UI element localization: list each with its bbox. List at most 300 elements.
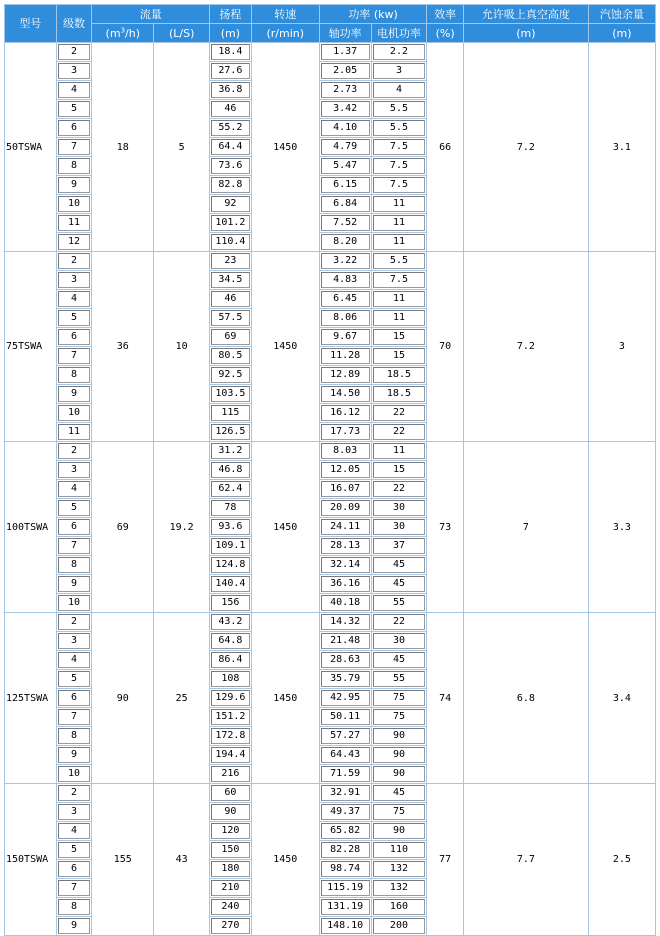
stage-cell <box>57 556 92 574</box>
stage-cell <box>57 442 92 460</box>
model-cell: 100TSWA <box>5 442 56 612</box>
shaft-power-cell-value: 9.67 <box>321 329 370 345</box>
head-cell <box>210 613 251 631</box>
shaft-power-cell-value: 8.20 <box>321 234 370 250</box>
motor-power-cell <box>372 442 427 460</box>
stage-cell-value: 6 <box>58 861 91 877</box>
motor-power-cell <box>372 214 427 232</box>
motor-power-cell-value: 37 <box>373 538 426 554</box>
model-cell: 125TSWA <box>5 613 56 783</box>
shaft-power-cell <box>320 119 371 137</box>
motor-power-cell <box>372 195 427 213</box>
motor-power-cell <box>372 575 427 593</box>
stage-cell <box>57 518 92 536</box>
shaft-power-cell <box>320 708 371 726</box>
head-cell <box>210 670 251 688</box>
head-cell <box>210 499 251 517</box>
head-cell <box>210 176 251 194</box>
header-flow-unit-m3h: $(m^3/h)$ <box>92 24 153 42</box>
stage-cell <box>57 575 92 593</box>
motor-power-cell-value: 75 <box>373 804 426 820</box>
stage-cell-value: 9 <box>58 576 91 592</box>
motor-power-cell-value: 75 <box>373 709 426 725</box>
shaft-power-cell <box>320 366 371 384</box>
head-cell-value: 46 <box>211 291 250 307</box>
stage-cell <box>57 689 92 707</box>
stage-cell-value: 6 <box>58 519 91 535</box>
speed-cell: 1450 <box>252 252 319 441</box>
stage-cell-value: 2 <box>58 443 91 459</box>
motor-power-cell-value: 5.5 <box>373 120 426 136</box>
stage-cell-value: 11 <box>58 215 91 231</box>
shaft-power-cell-value: 82.28 <box>321 842 370 858</box>
shaft-power-cell-value: 24.11 <box>321 519 370 535</box>
head-cell <box>210 708 251 726</box>
head-cell-value: 82.8 <box>211 177 250 193</box>
shaft-power-cell-value: 4.79 <box>321 139 370 155</box>
shaft-power-cell-value: 5.47 <box>321 158 370 174</box>
head-cell <box>210 404 251 422</box>
head-cell-value: 180 <box>211 861 250 877</box>
head-cell-value: 64.8 <box>211 633 250 649</box>
motor-power-cell-value: 30 <box>373 519 426 535</box>
shaft-power-cell-value: 20.09 <box>321 500 370 516</box>
stage-cell-value: 7 <box>58 880 91 896</box>
shaft-power-cell <box>320 613 371 631</box>
motor-power-cell <box>372 252 427 270</box>
head-cell-value: 109.1 <box>211 538 250 554</box>
shaft-power-cell <box>320 480 371 498</box>
stage-cell <box>57 670 92 688</box>
speed-cell: 1450 <box>252 613 319 783</box>
motor-power-cell-value: 11 <box>373 234 426 250</box>
shaft-power-cell <box>320 81 371 99</box>
stage-cell-value: 7 <box>58 348 91 364</box>
shaft-power-cell <box>320 556 371 574</box>
head-cell <box>210 233 251 251</box>
shaft-power-cell <box>320 252 371 270</box>
stage-cell <box>57 328 92 346</box>
flow-ls-cell: 5 <box>154 43 209 251</box>
head-cell <box>210 727 251 745</box>
head-cell-value: 110.4 <box>211 234 250 250</box>
shaft-power-cell-value: 6.45 <box>321 291 370 307</box>
shaft-power-cell <box>320 423 371 441</box>
head-cell <box>210 518 251 536</box>
shaft-power-cell-value: 6.15 <box>321 177 370 193</box>
motor-power-cell-value: 30 <box>373 500 426 516</box>
shaft-power-cell <box>320 632 371 650</box>
head-cell <box>210 138 251 156</box>
stage-cell-value: 8 <box>58 158 91 174</box>
stage-cell <box>57 138 92 156</box>
header-speed-unit: (r/min) <box>252 24 319 42</box>
head-cell <box>210 309 251 327</box>
stage-cell <box>57 290 92 308</box>
stage-cell <box>57 271 92 289</box>
head-cell-value: 103.5 <box>211 386 250 402</box>
motor-power-cell <box>372 689 427 707</box>
stage-cell <box>57 100 92 118</box>
head-cell-value: 23 <box>211 253 250 269</box>
motor-power-cell-value: 55 <box>373 671 426 687</box>
head-cell-value: 216 <box>211 766 250 782</box>
head-cell <box>210 252 251 270</box>
stage-cell-value: 7 <box>58 139 91 155</box>
shaft-power-cell-value: 40.18 <box>321 595 370 611</box>
model-cell: 150TSWA <box>5 784 56 935</box>
head-cell-value: 115 <box>211 405 250 421</box>
header-suction-unit: (m) <box>464 24 588 42</box>
motor-power-cell-value: 5.5 <box>373 101 426 117</box>
motor-power-cell-value: 90 <box>373 747 426 763</box>
head-cell-value: 46 <box>211 101 250 117</box>
stage-cell <box>57 765 92 783</box>
stage-cell-value: 5 <box>58 842 91 858</box>
shaft-power-cell <box>320 727 371 745</box>
motor-power-cell <box>372 613 427 631</box>
head-cell <box>210 556 251 574</box>
head-cell <box>210 480 251 498</box>
head-cell-value: 172.8 <box>211 728 250 744</box>
motor-power-cell-value: 45 <box>373 576 426 592</box>
shaft-power-cell <box>320 917 371 935</box>
efficiency-cell: 73 <box>427 442 463 612</box>
speed-cell: 1450 <box>252 442 319 612</box>
head-cell-value: 90 <box>211 804 250 820</box>
shaft-power-cell-value: 11.28 <box>321 348 370 364</box>
stage-cell <box>57 404 92 422</box>
motor-power-cell <box>372 138 427 156</box>
motor-power-cell <box>372 898 427 916</box>
shaft-power-cell-value: 21.48 <box>321 633 370 649</box>
head-cell-value: 80.5 <box>211 348 250 364</box>
flow-m3h-cell: 18 <box>92 43 153 251</box>
head-cell-value: 57.5 <box>211 310 250 326</box>
shaft-power-cell <box>320 404 371 422</box>
shaft-power-cell-value: 1.37 <box>321 44 370 60</box>
stage-cell <box>57 708 92 726</box>
stage-cell-value: 6 <box>58 120 91 136</box>
suction-cell: 7.7 <box>464 784 588 935</box>
shaft-power-cell-value: 4.83 <box>321 272 370 288</box>
motor-power-cell-value: 22 <box>373 481 426 497</box>
stage-cell-value: 10 <box>58 405 91 421</box>
stage-cell <box>57 176 92 194</box>
head-cell-value: 18.4 <box>211 44 250 60</box>
head-cell <box>210 632 251 650</box>
head-cell <box>210 784 251 802</box>
shaft-power-cell <box>320 879 371 897</box>
motor-power-cell-value: 30 <box>373 633 426 649</box>
motor-power-cell <box>372 784 427 802</box>
stage-cell <box>57 917 92 935</box>
head-cell <box>210 594 251 612</box>
stage-cell <box>57 822 92 840</box>
stage-cell <box>57 860 92 878</box>
stage-cell <box>57 157 92 175</box>
motor-power-cell <box>372 62 427 80</box>
motor-power-cell-value: 15 <box>373 329 426 345</box>
motor-power-cell <box>372 803 427 821</box>
motor-power-cell-value: 11 <box>373 291 426 307</box>
stage-cell <box>57 480 92 498</box>
motor-power-cell <box>372 518 427 536</box>
shaft-power-cell <box>320 214 371 232</box>
header-efficiency: 效率 <box>427 5 463 23</box>
motor-power-cell <box>372 879 427 897</box>
motor-power-cell-value: 15 <box>373 462 426 478</box>
stage-cell <box>57 252 92 270</box>
shaft-power-cell-value: 35.79 <box>321 671 370 687</box>
stage-cell-value: 8 <box>58 899 91 915</box>
motor-power-cell-value: 18.5 <box>373 386 426 402</box>
shaft-power-cell <box>320 651 371 669</box>
stage-cell-value: 9 <box>58 386 91 402</box>
shaft-power-cell-value: 71.59 <box>321 766 370 782</box>
stage-cell-value: 4 <box>58 82 91 98</box>
stage-cell <box>57 613 92 631</box>
stage-cell-value: 3 <box>58 63 91 79</box>
header-flow-unit-ls: (L/S) <box>154 24 209 42</box>
motor-power-cell <box>372 385 427 403</box>
head-cell <box>210 385 251 403</box>
header-npsh-unit: (m) <box>589 24 655 42</box>
shaft-power-cell-value: 131.19 <box>321 899 370 915</box>
shaft-power-cell <box>320 499 371 517</box>
shaft-power-cell <box>320 43 371 61</box>
motor-power-cell-value: 45 <box>373 785 426 801</box>
shaft-power-cell-value: 17.73 <box>321 424 370 440</box>
shaft-power-cell-value: 28.63 <box>321 652 370 668</box>
stage-cell-value: 5 <box>58 671 91 687</box>
efficiency-cell: 74 <box>427 613 463 783</box>
stage-cell-value: 11 <box>58 424 91 440</box>
stage-cell-value: 2 <box>58 44 91 60</box>
motor-power-cell-value: 22 <box>373 424 426 440</box>
pump-spec-table <box>4 4 656 936</box>
shaft-power-cell <box>320 100 371 118</box>
table-body <box>5 43 655 935</box>
head-cell-value: 34.5 <box>211 272 250 288</box>
shaft-power-cell <box>320 195 371 213</box>
model-cell: 50TSWA <box>5 43 56 251</box>
motor-power-cell-value: 22 <box>373 405 426 421</box>
header-row-1 <box>5 5 655 23</box>
shaft-power-cell-value: 28.13 <box>321 538 370 554</box>
head-cell <box>210 803 251 821</box>
motor-power-cell-value: 200 <box>373 918 426 934</box>
shaft-power-cell-value: 4.10 <box>321 120 370 136</box>
stage-cell <box>57 727 92 745</box>
stage-cell <box>57 898 92 916</box>
stage-cell-value: 5 <box>58 500 91 516</box>
npsh-cell: 3.1 <box>589 43 655 251</box>
stage-cell <box>57 879 92 897</box>
motor-power-cell-value: 45 <box>373 652 426 668</box>
header-suction: 允许吸上真空高度 <box>464 5 588 23</box>
shaft-power-cell <box>320 537 371 555</box>
header-flow: 流量 <box>92 5 209 23</box>
stage-cell-value: 2 <box>58 614 91 630</box>
flow-m3h-cell: 69 <box>92 442 153 612</box>
motor-power-cell-value: 7.5 <box>373 139 426 155</box>
shaft-power-cell-value: 98.74 <box>321 861 370 877</box>
shaft-power-cell <box>320 841 371 859</box>
motor-power-cell <box>372 727 427 745</box>
head-cell-value: 86.4 <box>211 652 250 668</box>
stage-cell-value: 3 <box>58 804 91 820</box>
head-cell <box>210 328 251 346</box>
stage-cell <box>57 347 92 365</box>
shaft-power-cell-value: 12.05 <box>321 462 370 478</box>
header-motor-power: 电机功率 <box>372 24 427 42</box>
stage-cell <box>57 841 92 859</box>
head-cell-value: 92.5 <box>211 367 250 383</box>
head-cell <box>210 917 251 935</box>
stage-cell-value: 9 <box>58 747 91 763</box>
motor-power-cell-value: 2.2 <box>373 44 426 60</box>
head-cell-value: 31.2 <box>211 443 250 459</box>
motor-power-cell-value: 90 <box>373 728 426 744</box>
motor-power-cell <box>372 423 427 441</box>
head-cell <box>210 271 251 289</box>
stage-cell <box>57 385 92 403</box>
head-cell <box>210 157 251 175</box>
motor-power-cell <box>372 233 427 251</box>
stage-cell-value: 8 <box>58 367 91 383</box>
stage-cell <box>57 537 92 555</box>
head-cell-value: 194.4 <box>211 747 250 763</box>
motor-power-cell-value: 11 <box>373 196 426 212</box>
motor-power-cell <box>372 480 427 498</box>
head-cell <box>210 689 251 707</box>
head-cell-value: 270 <box>211 918 250 934</box>
motor-power-cell-value: 5.5 <box>373 253 426 269</box>
shaft-power-cell-value: 36.16 <box>321 576 370 592</box>
stage-cell-value: 8 <box>58 728 91 744</box>
shaft-power-cell-value: 8.06 <box>321 310 370 326</box>
head-cell-value: 156 <box>211 595 250 611</box>
head-cell <box>210 366 251 384</box>
stage-cell <box>57 366 92 384</box>
head-cell <box>210 442 251 460</box>
stage-cell-value: 3 <box>58 462 91 478</box>
head-cell-value: 69 <box>211 329 250 345</box>
shaft-power-cell <box>320 689 371 707</box>
stage-cell-value: 4 <box>58 291 91 307</box>
efficiency-cell: 66 <box>427 43 463 251</box>
head-cell <box>210 81 251 99</box>
shaft-power-cell-value: 42.95 <box>321 690 370 706</box>
head-cell-value: 73.6 <box>211 158 250 174</box>
stage-cell-value: 4 <box>58 652 91 668</box>
head-cell <box>210 214 251 232</box>
stage-cell-value: 7 <box>58 538 91 554</box>
shaft-power-cell <box>320 347 371 365</box>
head-cell <box>210 119 251 137</box>
shaft-power-cell-value: 16.07 <box>321 481 370 497</box>
motor-power-cell-value: 132 <box>373 861 426 877</box>
stage-cell-value: 5 <box>58 101 91 117</box>
head-cell-value: 55.2 <box>211 120 250 136</box>
motor-power-cell <box>372 43 427 61</box>
head-cell-value: 129.6 <box>211 690 250 706</box>
motor-power-cell <box>372 366 427 384</box>
motor-power-cell-value: 11 <box>373 215 426 231</box>
shaft-power-cell-value: 49.37 <box>321 804 370 820</box>
shaft-power-cell <box>320 746 371 764</box>
model-cell: 75TSWA <box>5 252 56 441</box>
shaft-power-cell <box>320 518 371 536</box>
shaft-power-cell <box>320 898 371 916</box>
motor-power-cell <box>372 176 427 194</box>
stage-cell <box>57 119 92 137</box>
stage-cell-value: 2 <box>58 253 91 269</box>
shaft-power-cell-value: 2.05 <box>321 63 370 79</box>
motor-power-cell-value: 160 <box>373 899 426 915</box>
stage-cell <box>57 195 92 213</box>
stage-cell-value: 6 <box>58 329 91 345</box>
stage-cell-value: 5 <box>58 310 91 326</box>
motor-power-cell <box>372 841 427 859</box>
shaft-power-cell <box>320 860 371 878</box>
head-cell <box>210 423 251 441</box>
shaft-power-cell-value: 3.42 <box>321 101 370 117</box>
head-cell <box>210 461 251 479</box>
stage-cell <box>57 233 92 251</box>
speed-cell: 1450 <box>252 43 319 251</box>
shaft-power-cell <box>320 328 371 346</box>
stage-cell-value: 10 <box>58 196 91 212</box>
shaft-power-cell-value: 3.22 <box>321 253 370 269</box>
shaft-power-cell <box>320 157 371 175</box>
motor-power-cell-value: 4 <box>373 82 426 98</box>
header-speed: 转速 <box>252 5 319 23</box>
head-cell <box>210 860 251 878</box>
npsh-cell: 3.3 <box>589 442 655 612</box>
motor-power-cell <box>372 271 427 289</box>
shaft-power-cell-value: 32.91 <box>321 785 370 801</box>
head-cell-value: 60 <box>211 785 250 801</box>
head-cell-value: 36.8 <box>211 82 250 98</box>
shaft-power-cell <box>320 803 371 821</box>
shaft-power-cell <box>320 271 371 289</box>
flow-ls-cell: 25 <box>154 613 209 783</box>
suction-cell: 7.2 <box>464 252 588 441</box>
flow-m3h-cell: 155 <box>92 784 153 935</box>
motor-power-cell <box>372 708 427 726</box>
flow-m3h-cell: 90 <box>92 613 153 783</box>
stage-cell-value: 9 <box>58 177 91 193</box>
shaft-power-cell <box>320 176 371 194</box>
table-row <box>5 252 655 270</box>
motor-power-cell <box>372 651 427 669</box>
head-cell-value: 43.2 <box>211 614 250 630</box>
motor-power-cell-value: 7.5 <box>373 272 426 288</box>
head-cell <box>210 765 251 783</box>
motor-power-cell <box>372 499 427 517</box>
shaft-power-cell <box>320 138 371 156</box>
stage-cell <box>57 461 92 479</box>
table-row <box>5 784 655 802</box>
stage-cell <box>57 81 92 99</box>
head-cell <box>210 62 251 80</box>
head-cell-value: 92 <box>211 196 250 212</box>
table-row <box>5 613 655 631</box>
head-cell <box>210 651 251 669</box>
motor-power-cell <box>372 670 427 688</box>
